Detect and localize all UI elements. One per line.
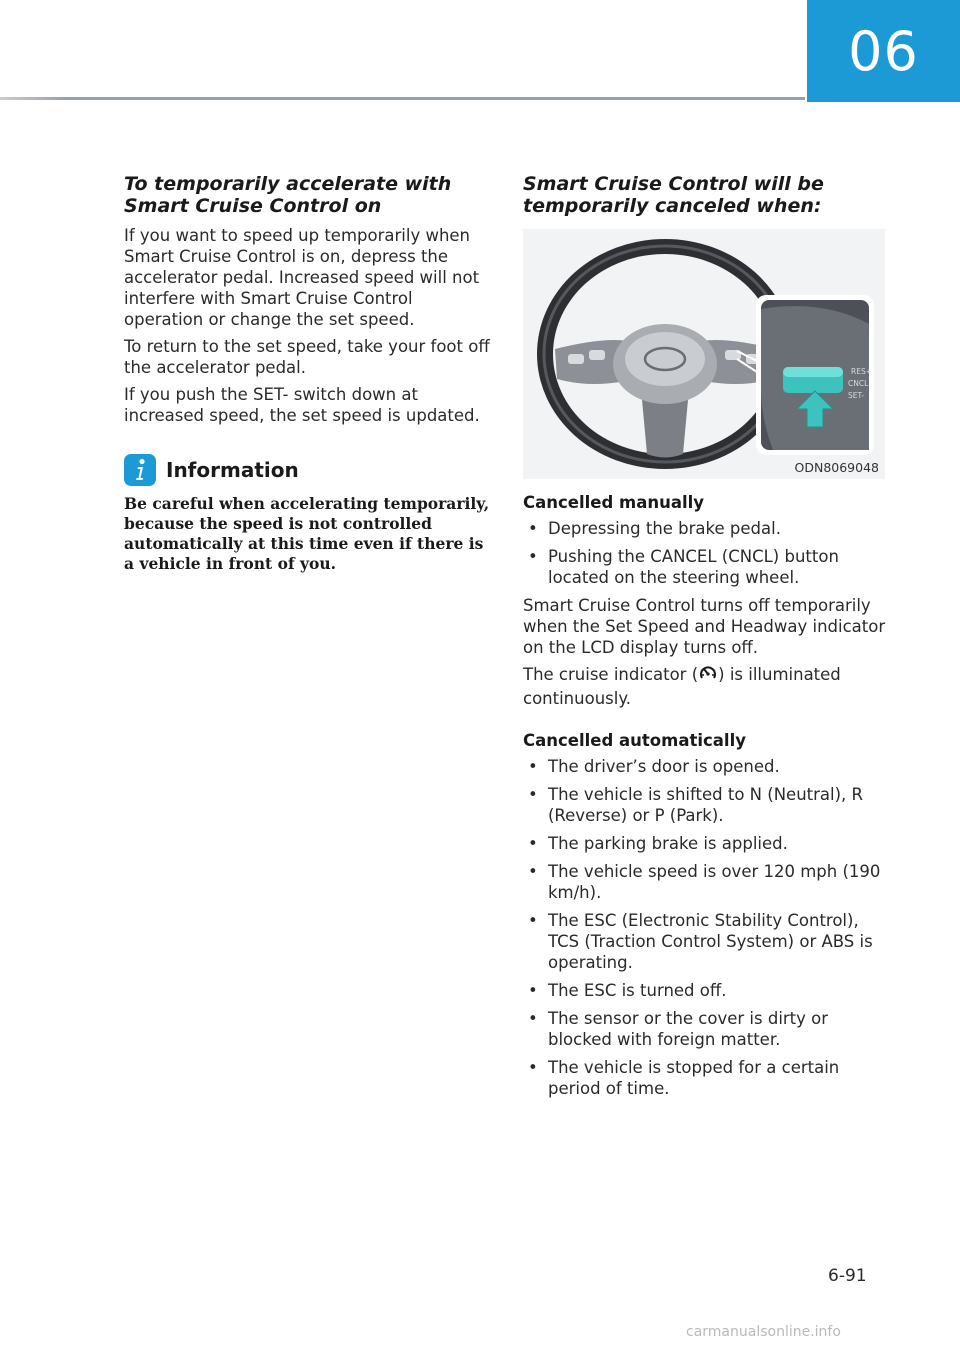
section-heading-accelerate: To temporarily accelerate with Smart Cruise Control on bbox=[124, 173, 452, 217]
steering-wheel-illustration bbox=[523, 229, 885, 479]
cancelled-automatically-heading: Cancelled automatically bbox=[523, 731, 746, 750]
bullet: • bbox=[528, 911, 538, 930]
figure-code: ODN8069048 bbox=[794, 460, 879, 475]
steering-wheel-figure bbox=[523, 229, 885, 479]
information-title: Information bbox=[166, 458, 299, 482]
bullet: • bbox=[528, 547, 538, 566]
list-item: • The ESC is turned off. bbox=[528, 981, 727, 1000]
paragraph: Smart Cruise Control turns off temporarily when the Set Speed and Headway indicator on the LCD display turns off. bbox=[523, 596, 886, 657]
list-item: • The vehicle is stopped for a certain period of time. bbox=[528, 1058, 840, 1098]
manual-list bbox=[523, 518, 889, 588]
chapter-tab: 06 bbox=[807, 0, 960, 102]
paragraph: To return to the set speed, take your foot off the accelerator pedal. bbox=[124, 337, 490, 377]
bullet: • bbox=[528, 785, 538, 804]
bullet: • bbox=[528, 981, 538, 1000]
switch-label-res: RES+ bbox=[851, 367, 872, 376]
list-item: • The parking brake is applied. bbox=[528, 834, 788, 853]
list-item: • The sensor or the cover is dirty or blocked with foreign matter. bbox=[528, 1009, 829, 1049]
cruise-indicator-paragraph: The cruise indicator ( ) is illuminated continuously. bbox=[523, 665, 841, 708]
switch-label-set: SET- bbox=[848, 391, 865, 400]
info-icon bbox=[124, 454, 156, 486]
cancelled-manually-heading: Cancelled manually bbox=[523, 493, 705, 512]
list-item: • The ESC (Electronic Stability Control), TCS (Traction Control System) or ABS is operating. bbox=[528, 911, 873, 972]
header-rule bbox=[0, 97, 805, 100]
bullet: • bbox=[528, 519, 538, 538]
list-item: • Pushing the CANCEL (CNCL) button located on the steering wheel. bbox=[528, 547, 839, 587]
paragraph: If you push the SET- switch down at increased speed, the set speed is updated. bbox=[124, 385, 480, 425]
information-text: Be careful when accelerating temporarily, because the speed is not controlled automatically at this time even if there is a vehicle in front of you. bbox=[124, 494, 490, 573]
bullet: • bbox=[528, 1009, 538, 1028]
list-item: • The vehicle is shifted to N (Neutral), R (Reverse) or P (Park). bbox=[528, 785, 863, 825]
section-heading-canceled: Smart Cruise Control will be temporarily canceled when: bbox=[523, 173, 824, 217]
page-number: 6-91 bbox=[828, 1266, 867, 1286]
bullet: • bbox=[528, 862, 538, 881]
switch-label-cncl: CNCL bbox=[848, 379, 869, 388]
list-item: • The vehicle speed is over 120 mph (190 km/h). bbox=[528, 862, 881, 902]
information-header bbox=[124, 454, 490, 486]
information-box bbox=[124, 454, 490, 574]
list-item: • The driver’s door is opened. bbox=[528, 757, 780, 776]
watermark: carmanualsonline.info bbox=[686, 1324, 841, 1340]
bullet: • bbox=[528, 757, 538, 776]
left-column bbox=[124, 173, 490, 574]
bullet: • bbox=[528, 834, 538, 853]
bullet: • bbox=[528, 1058, 538, 1077]
paragraph: If you want to speed up temporarily when Smart Cruise Control is on, depress the accelerator pedal. Increased speed will not interfere with Smart Cruise Control operation or change the set speed. bbox=[124, 226, 480, 329]
cruise-indicator-icon bbox=[699, 665, 717, 688]
list-item: • Depressing the brake pedal. bbox=[528, 519, 781, 538]
right-column bbox=[523, 173, 889, 1106]
auto-list bbox=[523, 756, 889, 1099]
